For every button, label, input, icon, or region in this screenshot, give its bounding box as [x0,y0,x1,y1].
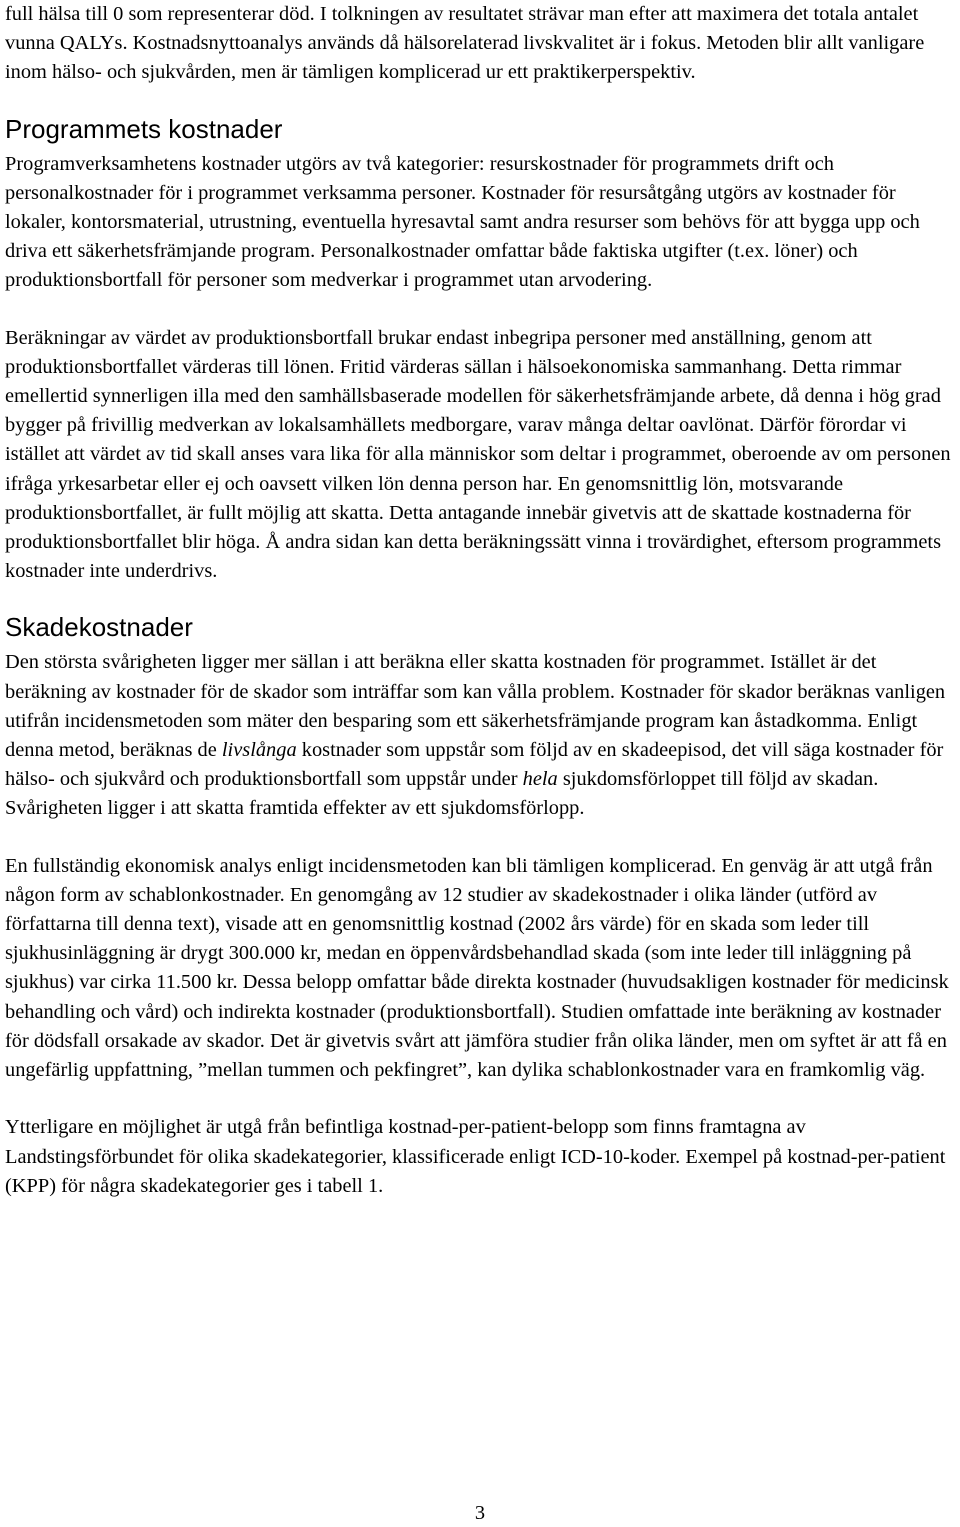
text-span: Den största svårigheten ligger mer sällan i att beräkna eller skatta kostnaden för programmet. Istället är det beräkning av kostnader för de skador som inträffar som kan vålla problem. Kostnader för skador beräknas vanligen utifrån incidensmetoden som mäter den besparing som ett säkerhetsfrämjande program kan åstadkomma. Enligt denna metod, beräknas de [5,651,946,762]
emphasis-livslanga: livslånga [221,739,297,762]
page-number: 3 [474,1502,486,1524]
heading-programmets-kostnader: Programmets kostnader [5,113,283,144]
text-span: sjukdomsförloppet till följd av skadan. Svårigheten ligger i att skatta framtida effekter av ett sjukdomsförlopp. [5,768,879,820]
paragraph-intro: full hälsa till 0 som representerar död. I tolkningen av resultatet strävar man efter att maximera det totala antalet vunna QALYs. Kostnadsnyttoanalys används då hälsorelaterad livskvalitet är i fokus. Metoden blir allt vanligare inom hälso- och sjukvården, men är tämligen komplicerad ur ett praktikerperspektiv. [5,3,925,84]
paragraph-production-loss: Beräkningar av värdet av produktionsbortfall brukar endast inbegripa personer med anställning, genom att produktionsbortfallet värderas till lönen. Fritid värderas sällan i hälsoekonomiska sammanhang. Detta rimmar emellertid synnerligen illa med den samhällsbaserade modellen för säkerhetsfrämjande arbete, då denna i hög grad bygger på frivillig medverkan av lokalsamhällets medborgare, varav många deltar oavlönat. Därför förordar vi istället att värdet av tid skall anses vara lika för alla människor som deltar i programmet, oberoende av om personen ifråga yrkesarbetar eller ej och oavsett vilken lön denna person har. En genomsnittlig lön, motsvarande produktionsbortfallet, är fullt möjlig att skatta. Detta antagande innebär givetvis att de skattade kostnaderna för produktionsbortfallet blir höga. Å andra sidan kan detta beräkningssätt vinna i trovärdighet, eftersom programmets kostnader inte underdrivs. [5,326,951,583]
paragraph-kpp: Ytterligare en möjlighet är utgå från befintliga kostnad-per-patient-belopp som finns framtagna av Landstingsförbundet för olika skadekategorier, klassificerade enligt ICD-10-koder. Exempel på kostnad-per-patient (KPP) för några skadekategorier ges i tabell 1. [5,1116,946,1197]
paragraph-standard-costs: En fullständig ekonomisk analys enligt incidensmetoden kan bli tämligen komplicerad. En genväg är att utgå från någon form av schablonkostnader. En genomgång av 12 studier av skadekostnader i olika länder (utförd av författarna till denna text), visade att en genomsnittlig kostnad (2002 års värde) för en skada som leder till sjukhusinläggning är drygt 300.000 kr, medan en öppenvårdsbehandlad skada (som inte leder till inläggning på sjukhus) var cirka 11.500 kr. Dessa belopp omfattar både direkta kostnader (huvudsakligen kostnader för medicinsk behandling och vård) och indirekta kostnader (produktionsbortfall). Studien omfattade inte beräkning av kostnader för dödsfall orsakade av skador. Det är givetvis svårt att jämföra studier från olika länder, men om syftet är att få en ungefärlig uppfattning, ”mellan tummen och pekfingret”, kan dylika schablonkostnader vara en framkomlig väg. [5,854,949,1082]
heading-skadekostnader: Skadekostnader [5,612,193,643]
text-span: kostnader som uppstår som följd av en skadeepisod, det vill säga kostnader för hälso- och sjukvård och produktionsbortfall som uppstår under [5,739,944,791]
paragraph-incidence-method [5,648,957,823]
emphasis-hela: hela [522,768,558,791]
paragraph-program-costs: Programverksamhetens kostnader utgörs av två kategorier: resurskostnader för programmets drift och personalkostnader för i programmet verksamma personer. Kostnader för resursåtgång utgörs av kostnader för lokaler, kontorsmaterial, utrustning, eventuella hyresavtal samt andra resurser som behövs för att bygga upp och driva ett säkerhetsfrämjande program. Personalkostnader omfattar både faktiska utgifter (t.ex. löner) och produktionsbortfall för personer som medverkar i programmet utan arvodering. [5,152,920,292]
document-page [5,0,957,1201]
